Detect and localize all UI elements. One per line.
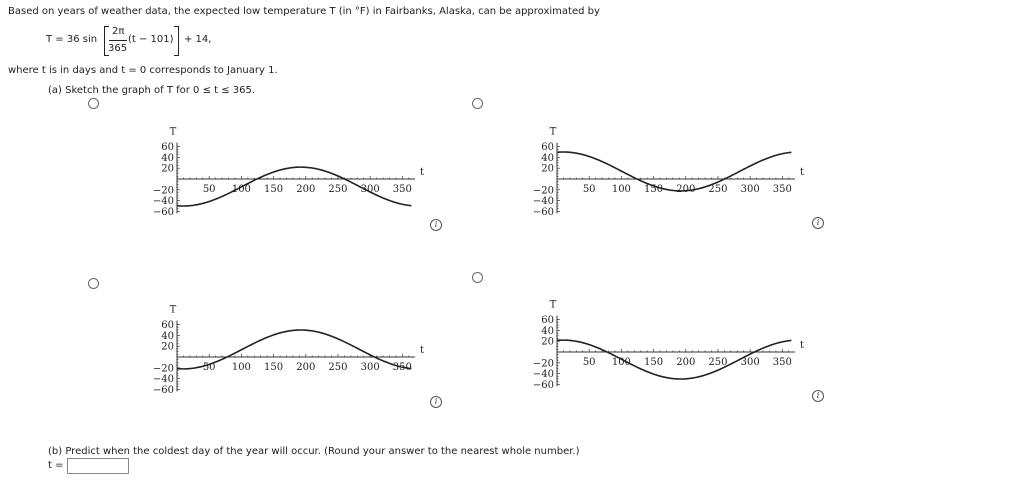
part-b-prompt: (b) Predict when the coldest day of the year will occur. (Round your answer to the nearest whole number.) (48, 446, 580, 457)
x-tick-label: 100 (231, 362, 251, 373)
y-tick-label: 60 (541, 142, 554, 154)
option-radio-top-left[interactable] (88, 98, 99, 109)
info-icon[interactable]: i (430, 219, 442, 231)
x-tick-label: 150 (264, 184, 284, 195)
x-tick-label: 100 (231, 184, 251, 195)
y-tick-label: 40 (541, 325, 554, 337)
x-tick-label: 250 (328, 362, 348, 373)
formula-tail: + 14, (184, 34, 212, 45)
y-tick-label: 60 (161, 142, 174, 154)
y-tick-label: 20 (541, 336, 554, 348)
y-tick-label: −40 (532, 196, 554, 208)
info-icon[interactable]: i (430, 396, 442, 408)
x-tick-label: 50 (582, 357, 596, 368)
x-tick-label: 150 (644, 184, 664, 195)
y-tick-label: −60 (152, 206, 174, 218)
where-text: where t is in days and t = 0 corresponds to January 1. (8, 65, 278, 76)
y-axis-label: T (549, 299, 557, 311)
x-tick-label: 250 (328, 184, 348, 195)
y-tick-label: 40 (161, 152, 174, 164)
x-tick-label: 200 (676, 357, 696, 368)
y-tick-label: −60 (532, 206, 554, 218)
y-tick-label: −40 (152, 374, 174, 386)
x-tick-label: 350 (772, 357, 792, 368)
y-tick-label: −20 (532, 185, 554, 197)
option-radio-bottom-right[interactable] (472, 272, 483, 283)
y-tick-label: −40 (152, 196, 174, 208)
x-tick-label: 150 (264, 362, 284, 373)
x-tick-label: 250 (708, 357, 728, 368)
y-tick-label: −60 (532, 379, 554, 391)
info-icon[interactable]: i (812, 217, 824, 229)
x-axis-label: t (799, 167, 805, 178)
y-tick-label: 20 (161, 163, 174, 175)
y-tick-label: −40 (532, 369, 554, 381)
info-icon[interactable]: i (812, 390, 824, 402)
x-tick-label: 200 (296, 184, 316, 195)
x-tick-label: 300 (740, 184, 760, 195)
y-axis-label: T (549, 126, 557, 138)
x-tick-label: 300 (740, 357, 760, 368)
x-tick-label: 50 (582, 184, 596, 195)
right-bracket (174, 26, 179, 56)
graph-option-bottom-left (150, 295, 425, 425)
temperature-formula (46, 26, 246, 58)
answer-label: t = (48, 460, 64, 471)
x-axis-label: t (799, 340, 805, 351)
answer-input[interactable] (67, 458, 129, 474)
part-a-prompt: (a) Sketch the graph of T for 0 ≤ t ≤ 365. (48, 85, 256, 96)
x-tick-label: 200 (296, 362, 316, 373)
intro-text: Based on years of weather data, the expected low temperature T (in °F) in Fairbanks, Alaska, can be approximated by (8, 6, 600, 17)
x-tick-label: 350 (392, 362, 412, 373)
x-tick-label: 250 (708, 184, 728, 195)
y-tick-label: 60 (161, 320, 174, 332)
x-tick-label: 150 (644, 357, 664, 368)
graph-option-bottom-right (530, 290, 805, 420)
formula-fraction-denominator: 365 (108, 43, 128, 54)
y-tick-label: 40 (161, 330, 174, 342)
y-axis-label: T (169, 304, 177, 316)
x-tick-label: 100 (611, 357, 631, 368)
y-tick-label: −20 (152, 185, 174, 197)
graph-option-top-right (530, 117, 805, 247)
formula-inner: (t − 101) (128, 34, 174, 45)
x-tick-label: 300 (360, 362, 380, 373)
option-radio-top-right[interactable] (472, 98, 483, 109)
formula-fraction-bar (109, 40, 127, 41)
y-tick-label: −60 (152, 384, 174, 396)
y-tick-label: −20 (152, 363, 174, 375)
formula-lhs: T = 36 sin (46, 34, 98, 45)
x-axis-label: t (419, 167, 425, 178)
option-radio-bottom-left[interactable] (88, 278, 99, 289)
y-tick-label: 40 (541, 152, 554, 164)
x-tick-label: 350 (772, 184, 792, 195)
x-tick-label: 200 (676, 184, 696, 195)
graph-option-top-left (150, 117, 425, 247)
x-tick-label: 50 (202, 184, 216, 195)
x-axis-label: t (419, 345, 425, 356)
formula-fraction-numerator: 2π (112, 26, 125, 37)
y-tick-label: −20 (532, 358, 554, 370)
x-tick-label: 350 (392, 184, 412, 195)
y-tick-label: 60 (541, 315, 554, 327)
y-tick-label: 20 (541, 163, 554, 175)
x-tick-label: 100 (611, 184, 631, 195)
x-tick-label: 300 (360, 184, 380, 195)
x-tick-label: 50 (202, 362, 216, 373)
y-axis-label: T (169, 126, 177, 138)
y-tick-label: 20 (161, 341, 174, 353)
